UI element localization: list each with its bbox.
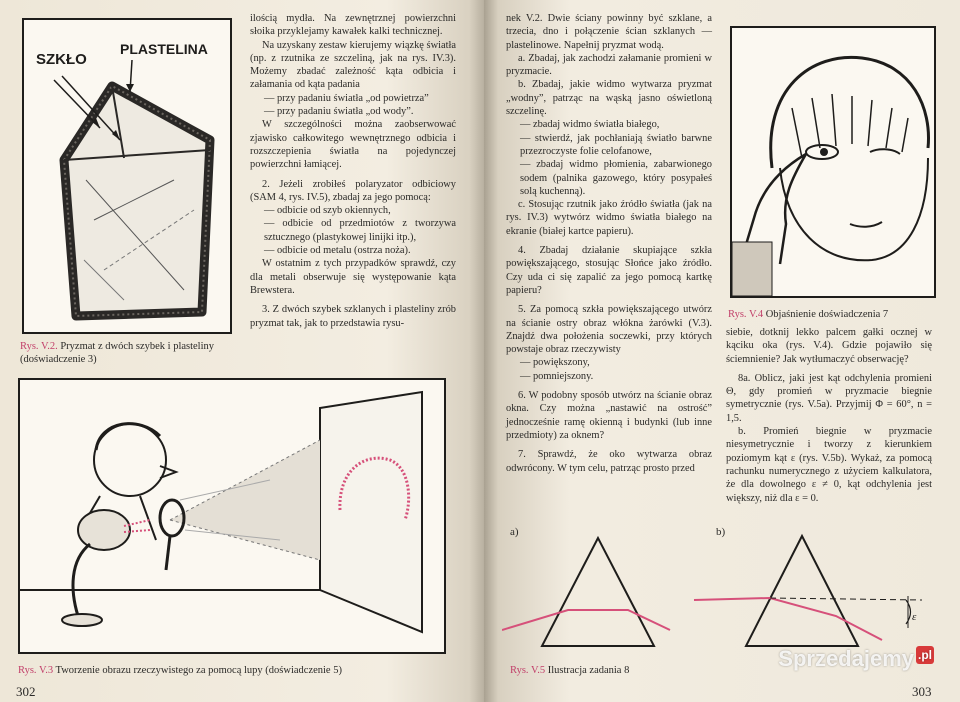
fig-v5a-label: a): [510, 526, 519, 538]
left-column-paragraph: — przy padaniu światła „od powietrza”: [264, 92, 429, 104]
caption-v5: [510, 664, 710, 677]
epsilon-label: ε: [912, 611, 917, 623]
caption-v3-label: Rys. V.3: [18, 665, 54, 676]
figure-v2-prism: [22, 18, 232, 334]
right-column-1-paragraph: b. Zbadaj, jakie widmo wytwarza pryzmat „wodny”, patrząc na wąską jasno oświetloną szczelinę.: [506, 79, 712, 118]
prism-a: [542, 538, 654, 646]
left-column-paragraph: ilością mydła. Na zewnętrznej powierzchni słoika przyklejamy kawałek kalki technicznej.: [250, 13, 456, 38]
caption-v4-label: Rys. V.4: [728, 309, 764, 320]
fig-v5b-label: b): [716, 526, 726, 538]
watermark-text: Sprzedajemy: [778, 646, 914, 671]
right-column-1-paragraph: — zbadaj widmo płomienia, zabarwionego sodem (palnika gazowego, który posypałeś solą kuchenną).: [520, 159, 712, 197]
caption-v4: [728, 308, 938, 321]
caption-v5-label: Rys. V.5: [510, 665, 546, 676]
label-glass: SZKŁO: [36, 51, 87, 68]
caption-v2-text: Pryzmat z dwóch szybek i plasteliny (doświadczenie 3): [20, 341, 215, 365]
right-column-1-paragraph: 4. Zbadaj działanie skupiające szkła powiększającego, stosując Słońce jako źródło. Czy uda ci się zapalić za jego pomocą kartkę papieru?: [506, 245, 712, 296]
figure-v3-lens: [18, 378, 446, 654]
right-column-1-paragraph: 7. Sprawdź, że oko wytwarza obraz odwrócony. W tym celu, patrząc prosto przed: [506, 449, 712, 474]
page-number-right: 303: [912, 684, 932, 699]
left-column-paragraph: — przy padaniu światła „od wody”.: [264, 106, 414, 118]
right-column-1-paragraph: c. Stosując rzutnik jako źródło światła (jak na rys. IV.3) wytwórz widmo światła białego na ekranie (białej kartce papieru).: [506, 199, 712, 237]
caption-v2-label: Rys. V.2.: [20, 341, 58, 352]
right-column-1-paragraph: — pomniejszony.: [520, 370, 594, 382]
left-column-paragraph: — odbicie od szyb okiennych,: [264, 205, 391, 217]
left-column-paragraph: 2. Jeżeli zrobiłeś polaryzator odbiciowy (SAM 4, rys. IV.5), zbadaj za jego pomocą:: [250, 178, 456, 203]
right-text-column-2: [726, 326, 932, 505]
label-plasticine: PLASTELINA: [120, 41, 208, 57]
figure-v5-prisms: [502, 530, 942, 660]
caption-v3-text: Tworzenie obrazu rzeczywistego za pomocą lupy (doświadczenie 5): [55, 665, 342, 676]
left-text-column: [250, 12, 456, 330]
right-column-2-paragraph: 8a. Oblicz, jaki jest kąt odchylenia promieni Θ, gdy promień w pryzmacie biegnie symetrycznie (rys. V.5a). Przyjmij Φ = 60°, n = 1,5.: [726, 372, 932, 424]
left-column-paragraph: W szczególności można zaobserwować zjawisko całkowitego wewnętrznego odbicia i rozszczepienia światła na pojedynczej powierzchni łamiącej.: [250, 119, 456, 171]
left-column-paragraph: 3. Z dwóch szybek szklanych i plasteliny zrób pryzmat tak, jak to przedstawia rysu-: [250, 304, 456, 329]
caption-v2: [20, 340, 230, 366]
ray-b: [694, 598, 882, 640]
watermark-logo-icon: .pl: [918, 648, 932, 662]
right-column-2-paragraph: b. Promień biegnie w pryzmacie niesymetrycznie i tworzy z kierunkiem poziomym kąt ε (rys. V.5b). Wykaż, za pomocą rachunku numerycznego z użyciem kalkulatora, że dla dowolnego ε ≠ 0, kąt odchylenia jest większy, niż dla ε = 0.: [726, 426, 932, 504]
right-page: [484, 0, 960, 702]
right-column-2-paragraph: siebie, dotknij lekko palcem gałki ocznej w kąciku oka (rys. V.4). Gdzie pojawiło się ściemnienie? Jak wytłumaczyć obserwację?: [726, 327, 932, 365]
right-column-1-paragraph: — powiększony,: [520, 357, 590, 369]
left-column-paragraph: — odbicie od przedmiotów z tworzywa sztucznego (plastykowej linijki itp.),: [264, 218, 456, 243]
caption-v4-text: Objaśnienie doświadczenia 7: [765, 309, 889, 320]
prism-drawing: [24, 20, 230, 332]
watermark: [778, 646, 934, 672]
figure-v4-eye: [730, 26, 936, 298]
lens-drawing: [20, 380, 444, 652]
right-text-column-1: [506, 12, 712, 475]
eye-drawing: [732, 28, 934, 296]
right-column-1-paragraph: 6. W podobny sposób utwórz na ścianie obraz okna. Czy można „nastawić na ostrość” jednocześnie ramę okienną i budynki (lub inne przedmioty) za oknem?: [506, 390, 712, 441]
right-column-1-paragraph: — stwierdź, jak pochłaniają światło barwne przezroczyste folie celofanowe,: [520, 132, 712, 157]
right-column-1-paragraph: 5. Za pomocą szkła powiększającego utwórz na ścianie ostry obraz włókna żarówki (V.3). Znajdź dwa położenia soczewki, przy których powstaje obraz rzeczywisty: [506, 304, 712, 356]
prism-b: [746, 536, 858, 646]
right-column-1-paragraph: — zbadaj widmo światła białego,: [520, 119, 660, 131]
right-column-1-paragraph: a. Zbadaj, jak zachodzi załamanie promieni w pryzmacie.: [506, 52, 712, 78]
page-number-left: 302: [16, 684, 36, 699]
caption-v3: [18, 664, 458, 677]
left-column-paragraph: Na uzyskany zestaw kierujemy wiązkę światła (np. z rzutnika ze szczeliną, jak na rys. IV.3). Możemy zbadać zależność kąta odbicia i załamania od kąta padania: [250, 39, 456, 91]
caption-v5-text: Ilustracja zadania 8: [547, 665, 630, 676]
left-column-paragraph: W ostatnim z tych przypadków sprawdź, czy dla metali obserwuje się występowanie kąta Brewstera.: [250, 258, 456, 296]
left-column-paragraph: — odbicie od metalu (ostrza noża).: [264, 245, 411, 257]
right-column-1-paragraph: nek V.2. Dwie ściany powinny być szklane, a trzecia, dno i połączenie ścian szklanych — plastelinowe. Napełnij pryzmat wodą.: [506, 13, 712, 51]
